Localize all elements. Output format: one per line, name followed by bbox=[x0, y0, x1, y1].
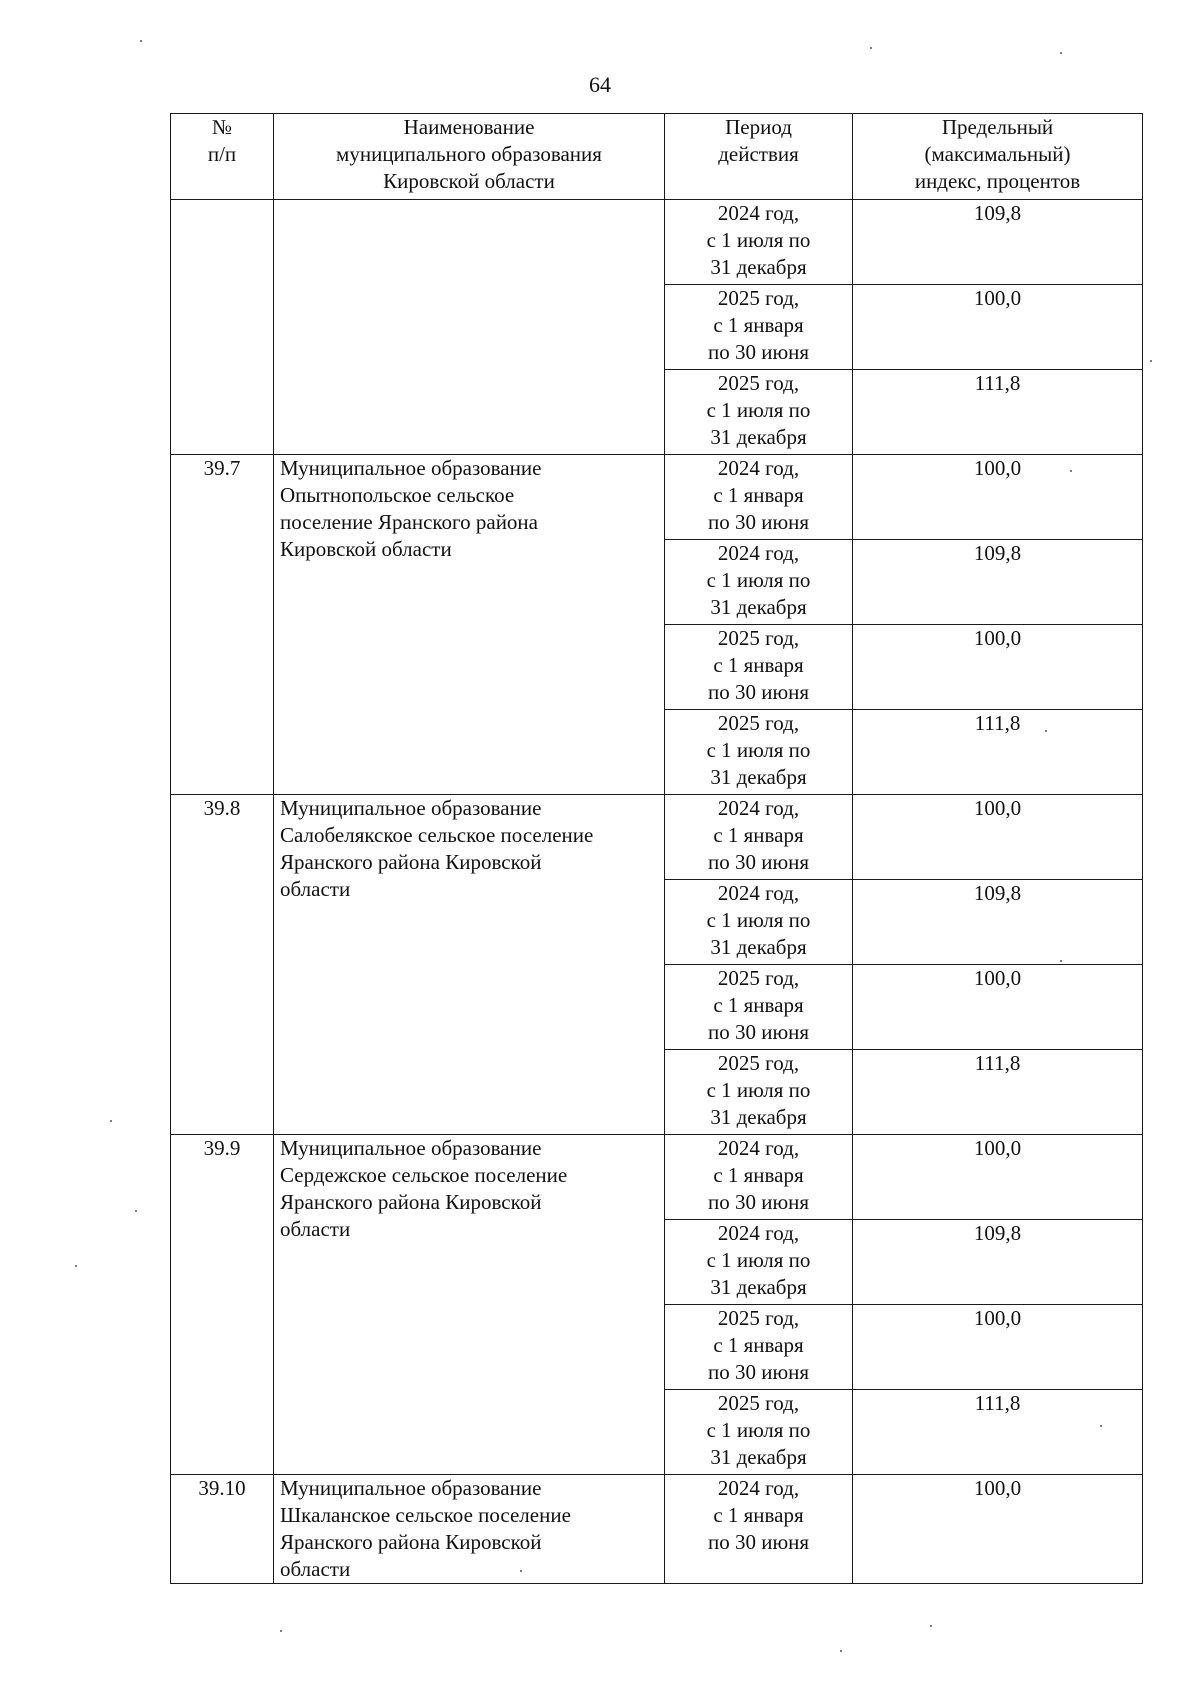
scan-speck bbox=[930, 1625, 932, 1627]
scan-speck bbox=[135, 1210, 137, 1212]
index-value: 100,0 bbox=[853, 1305, 1143, 1390]
scan-speck bbox=[1060, 960, 1062, 962]
table-row bbox=[171, 1475, 1143, 1584]
scan-speck bbox=[1070, 470, 1072, 472]
index-value: 100,0 bbox=[853, 625, 1143, 710]
period-cell: 2025 год, с 1 июля по 31 декабря bbox=[665, 1050, 853, 1135]
period-cell: 2025 год, с 1 июля по 31 декабря bbox=[665, 370, 853, 455]
period-cell: 2024 год, с 1 января по 30 июня bbox=[665, 1135, 853, 1220]
period-cell: 2024 год, с 1 июля по 31 декабря bbox=[665, 880, 853, 965]
municipality-name: Муниципальное образование Салобелякское сельское поселение Яранского района Кировской области bbox=[274, 795, 665, 1135]
scan-speck bbox=[870, 47, 872, 49]
row-number-cell bbox=[171, 200, 274, 455]
header-index: Предельный (максимальный) индекс, процентов bbox=[853, 114, 1143, 200]
period-cell: 2024 год, с 1 января по 30 июня bbox=[665, 455, 853, 540]
index-value: 109,8 bbox=[853, 1220, 1143, 1305]
period-cell: 2025 год, с 1 июля по 31 декабря bbox=[665, 710, 853, 795]
scan-speck bbox=[140, 40, 142, 42]
period-cell: 2024 год, с 1 января по 30 июня bbox=[665, 1475, 853, 1584]
table-header-row bbox=[171, 114, 1143, 200]
row-number: 39.7 bbox=[171, 455, 274, 795]
tariff-index-table bbox=[170, 113, 1143, 1584]
index-value: 111,8 bbox=[853, 1390, 1143, 1475]
period-cell: 2025 год, с 1 января по 30 июня bbox=[665, 965, 853, 1050]
scan-speck bbox=[1150, 360, 1152, 362]
row-number: 39.9 bbox=[171, 1135, 274, 1475]
index-value: 109,8 bbox=[853, 540, 1143, 625]
index-value: 111,8 bbox=[853, 370, 1143, 455]
index-value: 109,8 bbox=[853, 880, 1143, 965]
index-value: 100,0 bbox=[853, 1135, 1143, 1220]
header-num: № п/п bbox=[171, 114, 274, 200]
period-cell: 2025 год, с 1 января по 30 июня bbox=[665, 285, 853, 370]
header-period: Период действия bbox=[665, 114, 853, 200]
scan-speck bbox=[75, 1265, 77, 1267]
index-value: 109,8 bbox=[853, 200, 1143, 285]
scan-speck bbox=[520, 1570, 522, 1572]
period-cell: 2024 год, с 1 июля по 31 декабря bbox=[665, 1220, 853, 1305]
scan-speck bbox=[1100, 1425, 1102, 1427]
scan-speck bbox=[1045, 730, 1047, 732]
period-cell: 2025 год, с 1 января по 30 июня bbox=[665, 1305, 853, 1390]
municipality-name-cell bbox=[274, 200, 665, 455]
index-value: 100,0 bbox=[853, 795, 1143, 880]
index-value: 100,0 bbox=[853, 455, 1143, 540]
index-value: 100,0 bbox=[853, 965, 1143, 1050]
period-cell: 2024 год, с 1 июля по 31 декабря bbox=[665, 540, 853, 625]
table-row bbox=[171, 455, 1143, 540]
scan-speck bbox=[840, 1650, 842, 1652]
period-cell: 2025 год, с 1 июля по 31 декабря bbox=[665, 1390, 853, 1475]
table-row bbox=[171, 1135, 1143, 1220]
municipality-name: Муниципальное образование Сердежское сельское поселение Яранского района Кировской области bbox=[274, 1135, 665, 1475]
row-number: 39.10 bbox=[171, 1475, 274, 1584]
scan-speck bbox=[1060, 52, 1062, 54]
municipality-name: Муниципальное образование Шкаланское сельское поселение Яранского района Кировской области bbox=[274, 1475, 665, 1584]
period-cell: 2024 год, с 1 января по 30 июня bbox=[665, 795, 853, 880]
index-value: 100,0 bbox=[853, 1475, 1143, 1584]
scan-speck bbox=[110, 1120, 112, 1122]
period-cell: 2024 год, с 1 июля по 31 декабря bbox=[665, 200, 853, 285]
period-cell: 2025 год, с 1 января по 30 июня bbox=[665, 625, 853, 710]
table-row bbox=[171, 200, 1143, 285]
municipality-name: Муниципальное образование Опытнопольское сельское поселение Яранского района Кировской области bbox=[274, 455, 665, 795]
row-number: 39.8 bbox=[171, 795, 274, 1135]
page-number: 64 bbox=[589, 72, 611, 97]
index-value: 100,0 bbox=[853, 285, 1143, 370]
index-value: 111,8 bbox=[853, 1050, 1143, 1135]
index-value: 111,8 bbox=[853, 710, 1143, 795]
table-row bbox=[171, 795, 1143, 880]
table-body bbox=[171, 200, 1143, 1584]
scan-speck bbox=[280, 1630, 282, 1632]
header-name: Наименование муниципального образования Кировской области bbox=[274, 114, 665, 200]
